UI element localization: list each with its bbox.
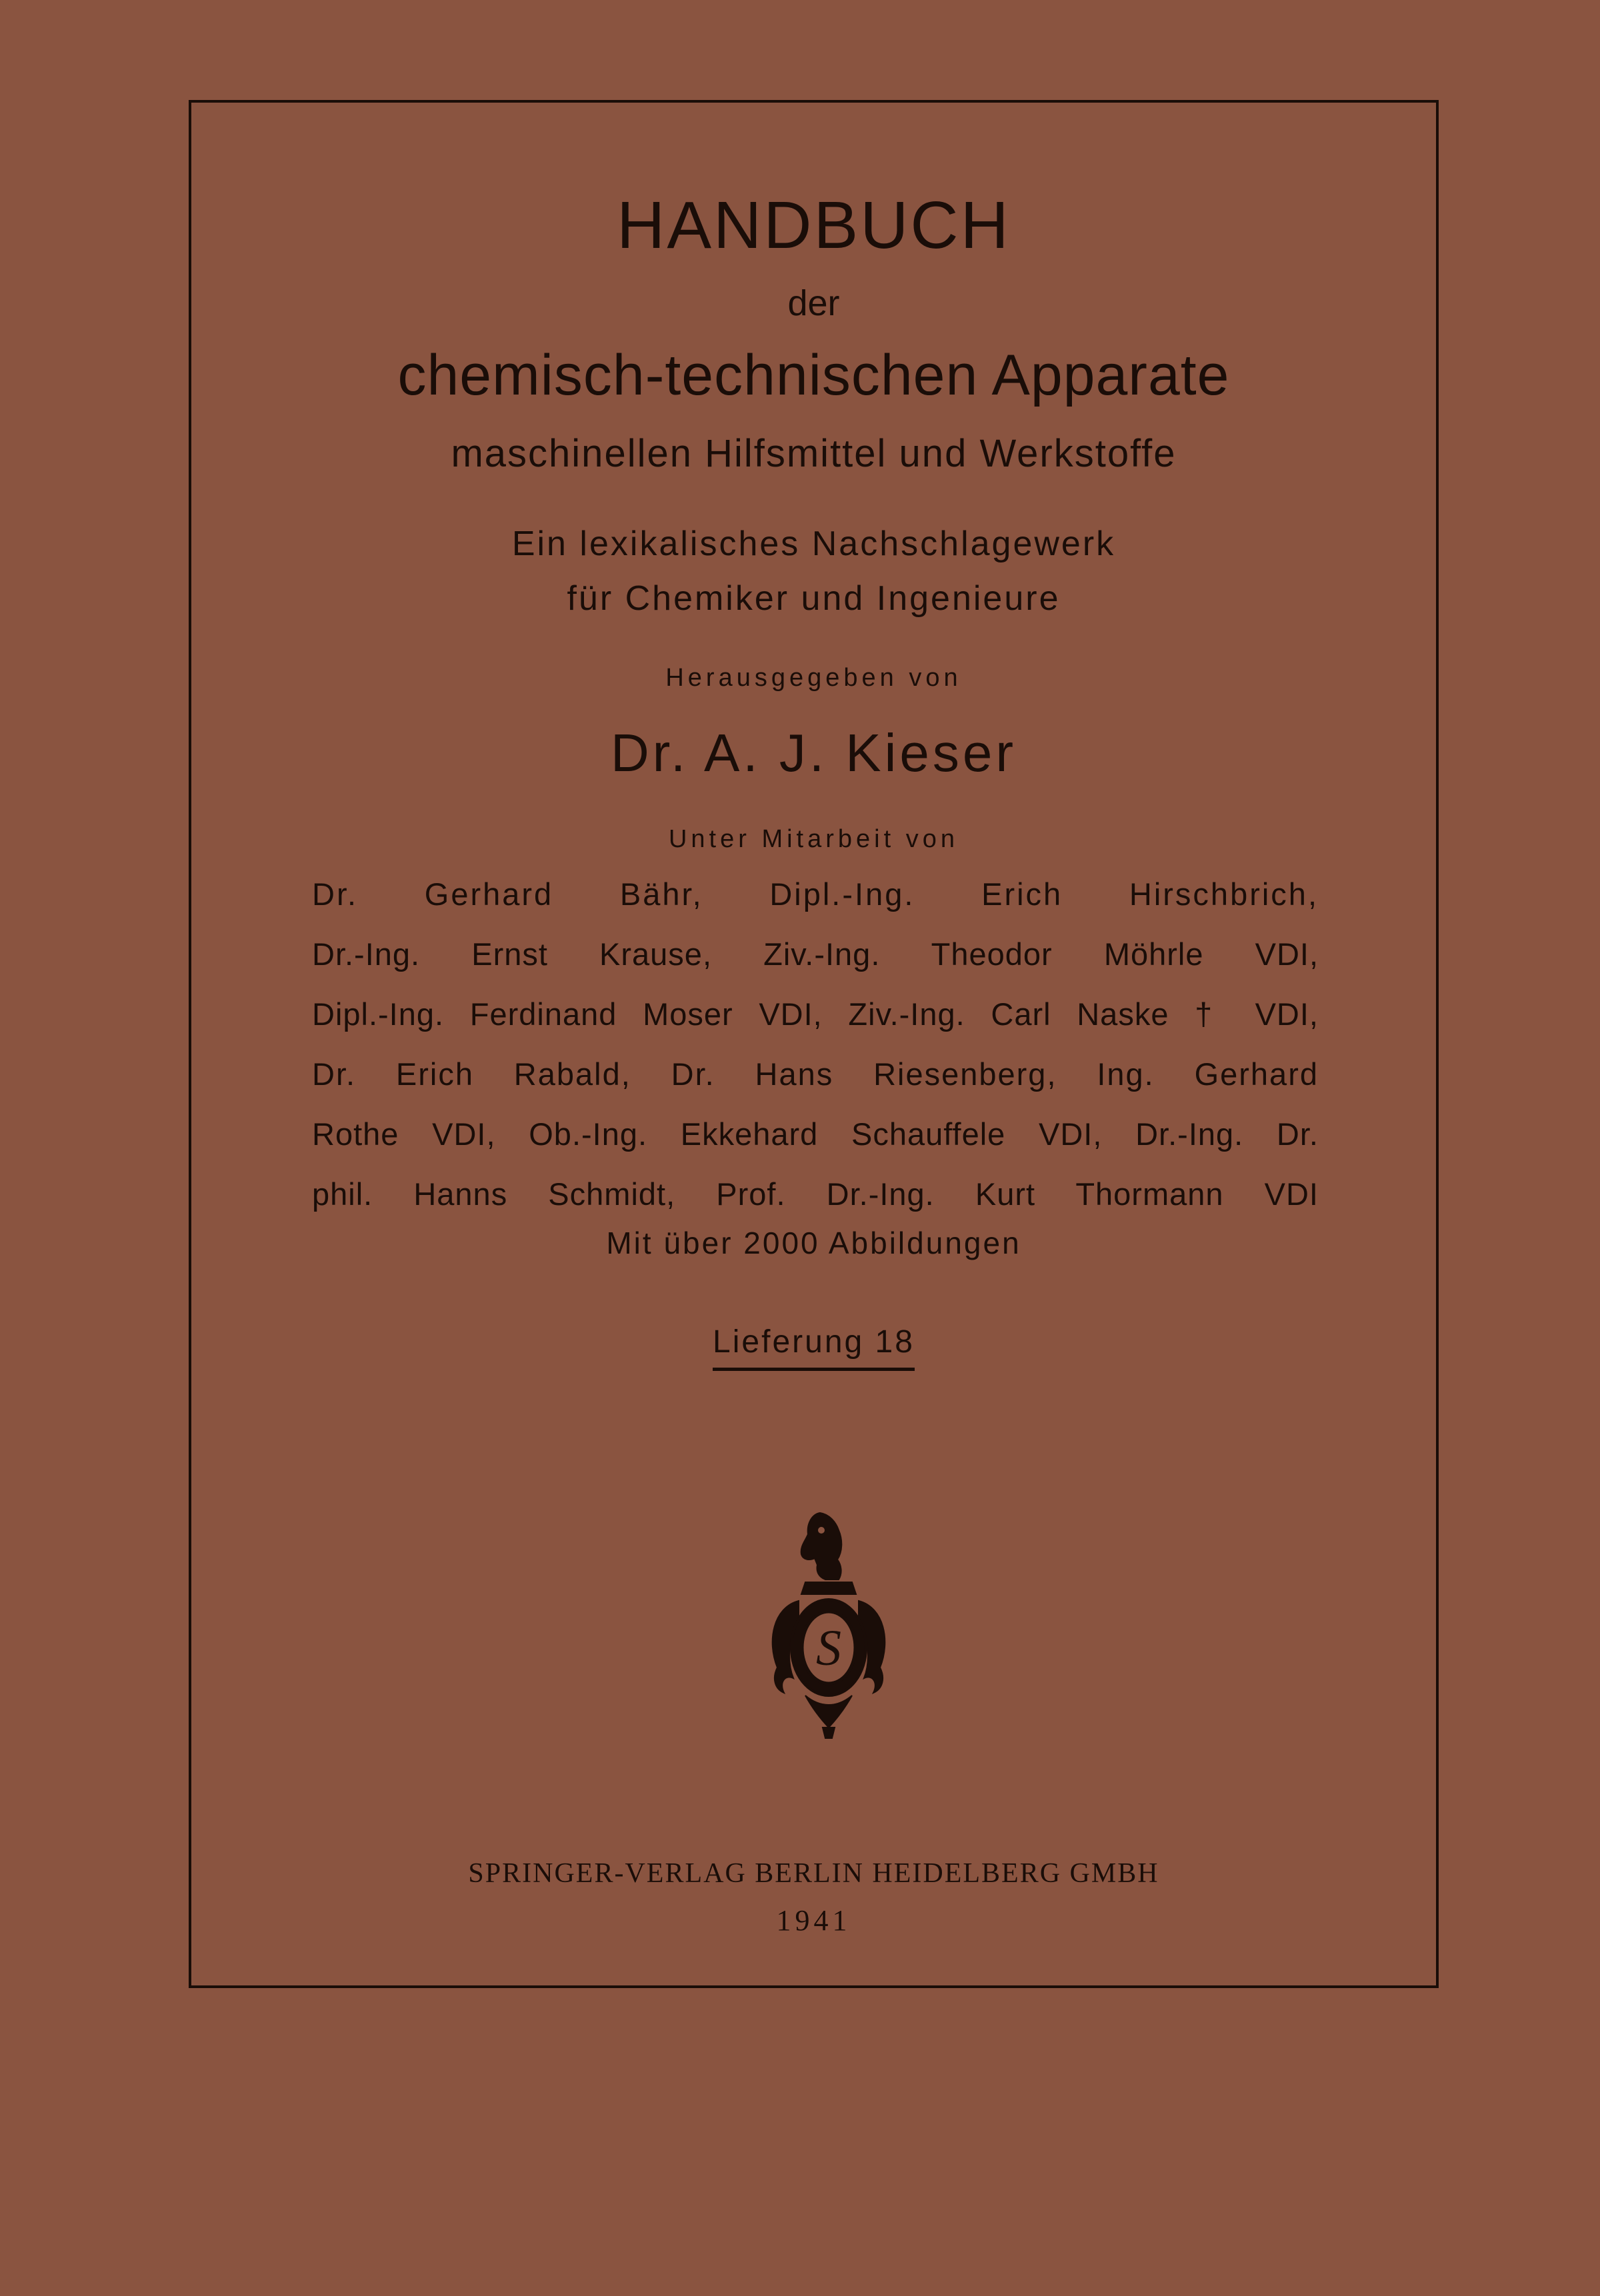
book-subtitle: chemisch-technischen Apparate — [397, 343, 1230, 407]
illustrations-note: Mit über 2000 Abbildungen — [606, 1226, 1021, 1260]
contributors-line: Rothe VDI, Ob.-Ing. Ekkehard Schauffele VDI, Dr.-Ing. Dr. — [312, 1116, 1319, 1152]
contributors-line: Dr. Gerhard Bähr, Dipl.-Ing. Erich Hirschbrich, — [312, 876, 1319, 912]
contributors-line: Dr. Erich Rabald, Dr. Hans Riesenberg, Ing. Gerhard — [312, 1056, 1319, 1092]
book-subtitle-secondary: maschinellen Hilfsmittel und Werkstoffe — [451, 432, 1177, 475]
title-connector: der — [787, 283, 840, 323]
description-line-2: für Chemiker und Ingenieure — [567, 579, 1061, 618]
edited-by-label: Herausgegeben von — [665, 664, 962, 692]
installment-label: Lieferung 18 — [713, 1326, 915, 1371]
contributors-line: Dr.-Ing. Ernst Krause, Ziv.-Ing. Theodor Möhrle VDI, — [312, 936, 1319, 972]
springer-knight-logo-icon — [759, 1508, 899, 1747]
collaboration-label: Unter Mitarbeit von — [668, 825, 959, 853]
installment-block — [189, 1326, 1439, 1371]
publication-year: 1941 — [776, 1904, 851, 1937]
description-line-1: Ein lexikalisches Nachschlagewerk — [511, 525, 1116, 563]
contributors-line: Dipl.-Ing. Ferdinand Moser VDI, Ziv.-Ing. Carl Naske † VDI, — [312, 996, 1319, 1032]
contributors-line: phil. Hanns Schmidt, Prof. Dr.-Ing. Kurt Thormann VDI — [312, 1176, 1319, 1212]
book-title: HANDBUCH — [617, 188, 1011, 263]
publisher-name: SPRINGER-VERLAG BERLIN HEIDELBERG GMBH — [468, 1858, 1159, 1889]
editor-name: Dr. A. J. Kieser — [610, 723, 1017, 782]
svg-text:S: S — [816, 1620, 841, 1676]
